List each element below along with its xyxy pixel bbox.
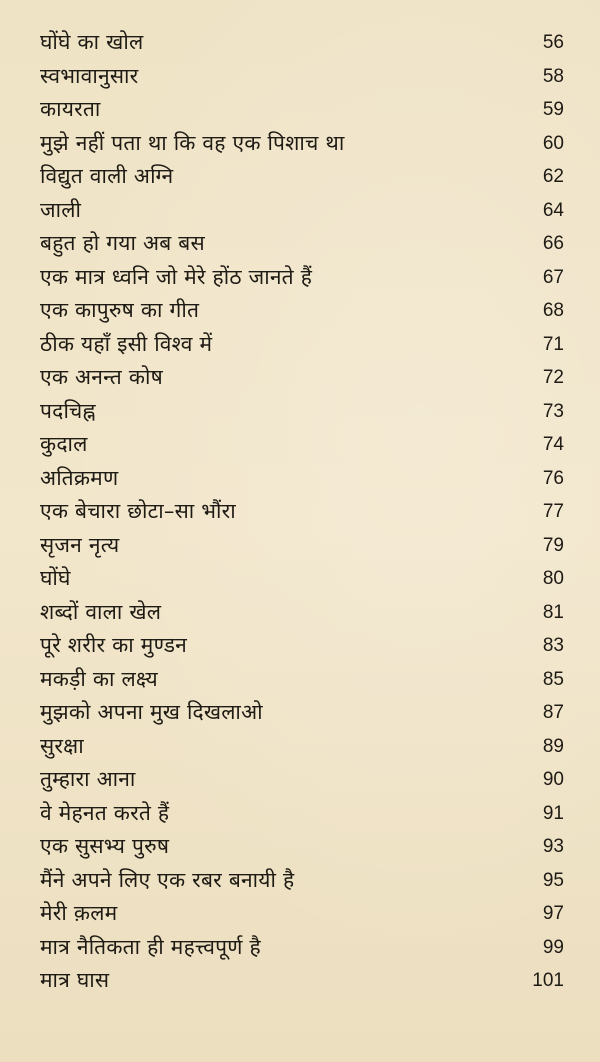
toc-entry [40,596,564,630]
entry-title: एक बेचारा छोटा–सा भौंरा [40,499,236,523]
toc-entry [40,931,564,965]
entry-page-number: 89 [542,735,564,757]
entry-page-number: 60 [542,132,564,154]
toc-entry [40,261,564,295]
toc-entry [40,93,564,127]
entry-title: वे मेहनत करते हैं [40,800,170,825]
entry-title: एक सुसभ्य पुरुष [40,834,170,858]
toc-entry [40,462,564,496]
entry-title: स्वभावानुसार [40,63,139,88]
entry-page-number: 71 [542,333,564,355]
entry-page-number: 72 [542,367,564,388]
entry-title: पूरे शरीर का मुण्डन [40,633,188,657]
entry-title: एक कापुरुष का गीत [40,298,200,322]
entry-title: कायरता [40,97,101,121]
entry-title: मुझको अपना मुख दिखलाओ [40,700,263,724]
entry-page-number: 77 [542,501,564,522]
entry-page-number: 68 [542,300,564,321]
entry-page-number: 99 [542,936,564,958]
toc-entry [40,629,564,663]
entry-title: मकड़ी का लक्ष्य [40,666,158,691]
toc-entry [40,696,564,730]
toc-entry [40,328,564,362]
entry-title: पदचिह्न [40,398,96,423]
toc-entry [40,562,564,596]
toc-entry [40,964,564,998]
entry-title: ठीक यहाँ इसी विश्व में [40,331,213,356]
entry-title: मुझे नहीं पता था कि वह एक पिशाच था [40,130,345,155]
entry-title: सृजन नृत्य [40,532,120,557]
entry-page-number: 90 [542,769,564,790]
toc-entry [40,763,564,797]
toc-entry [40,361,564,395]
toc-entry [40,26,564,60]
entry-page-number: 91 [542,802,564,824]
entry-page-number: 97 [542,903,564,924]
entry-page-number: 76 [542,467,564,489]
toc-entry [40,160,564,194]
table-of-contents [40,26,564,998]
entry-title: एक मात्र ध्वनि जो मेरे होंठ जानते हैं [40,264,313,289]
toc-entry [40,227,564,261]
entry-page-number: 79 [542,534,564,556]
toc-entry [40,127,564,161]
entry-page-number: 62 [542,166,564,187]
entry-page-number: 58 [542,65,564,87]
entry-page-number: 64 [542,199,564,221]
entry-page-number: 93 [542,836,564,857]
toc-entry [40,797,564,831]
entry-title: एक अनन्त कोष [40,365,163,389]
entry-title: घोंघे का खोल [40,30,144,54]
toc-entry [40,830,564,864]
toc-entry [40,897,564,931]
entry-page-number: 87 [542,702,564,723]
entry-page-number: 83 [542,635,564,656]
toc-entry [40,428,564,462]
toc-entry [40,395,564,429]
entry-page-number: 59 [542,99,564,120]
entry-page-number: 73 [542,400,564,422]
toc-entry [40,495,564,529]
toc-entry [40,60,564,94]
entry-title: घोंघे [40,566,71,590]
toc-entry [40,864,564,898]
toc-entry [40,294,564,328]
toc-entry [40,194,564,228]
entry-title: तुम्हारा आना [40,767,136,791]
entry-title: जाली [40,197,82,222]
entry-page-number: 74 [542,434,564,455]
toc-entry [40,663,564,697]
entry-title: मेरी क़लम [40,901,118,925]
entry-page-number: 56 [542,32,564,53]
entry-title: मैंने अपने लिए एक रबर बनायी है [40,867,295,892]
entry-page-number: 66 [542,233,564,254]
entry-title: मात्र घास [40,968,110,992]
entry-page-number: 85 [542,668,564,690]
entry-title: कुदाल [40,432,88,456]
entry-title: शब्दों वाला खेल [40,599,162,624]
entry-page-number: 101 [532,970,564,991]
entry-title: मात्र नैतिकता ही महत्त्वपूर्ण है [40,934,261,959]
entry-title: अतिक्रमण [40,465,119,490]
entry-page-number: 80 [542,568,564,589]
entry-title: विद्युत वाली अग्नि [40,164,174,188]
entry-page-number: 95 [542,869,564,891]
entry-page-number: 81 [542,601,564,623]
entry-page-number: 67 [542,266,564,288]
toc-entry [40,730,564,764]
toc-entry [40,529,564,563]
entry-title: सुरक्षा [40,733,84,758]
entry-title: बहुत हो गया अब बस [40,231,205,255]
